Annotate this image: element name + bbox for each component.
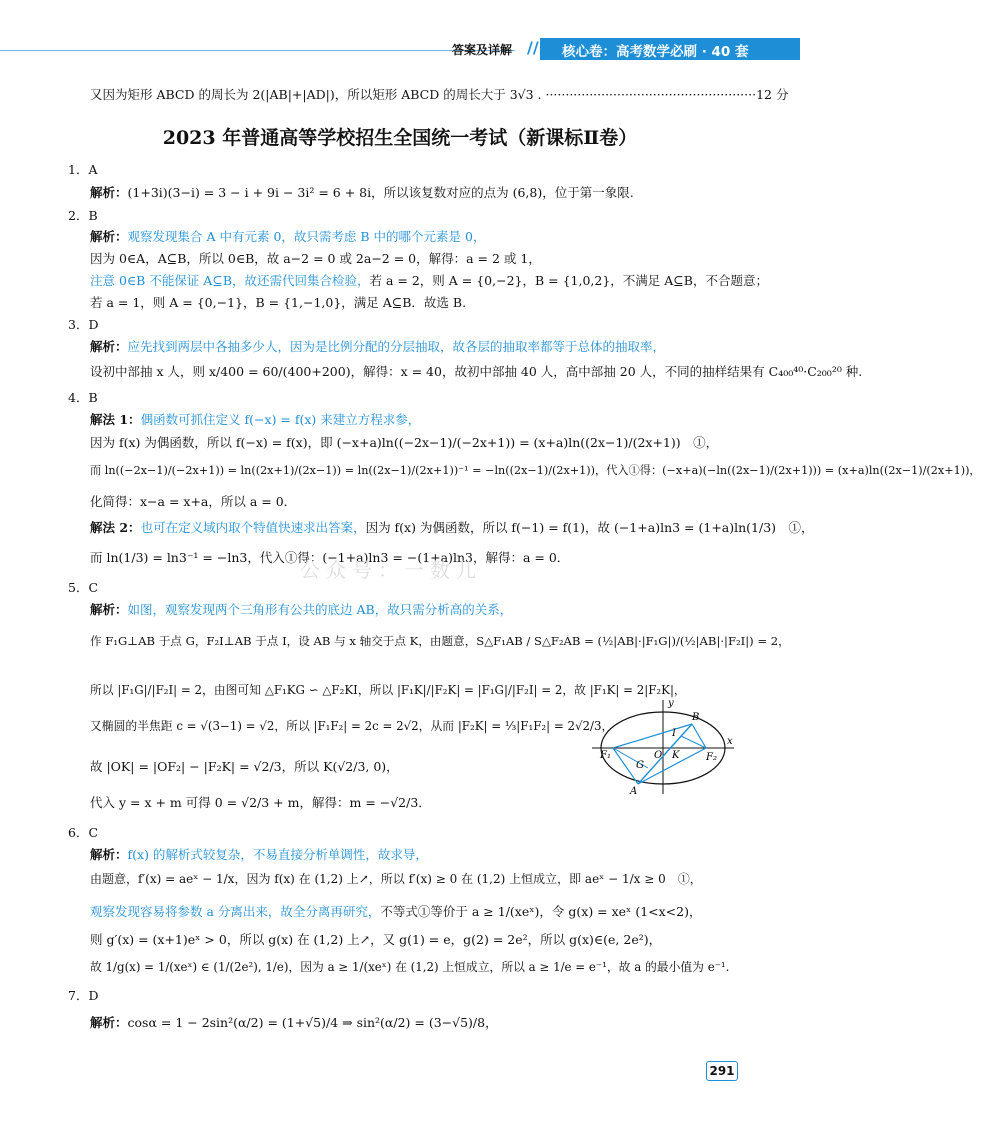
q6-note: 观察发现容易将参数 a 分离出来，故全分离再研究， — [90, 904, 381, 919]
q4-line3: 而 ln((−2x−1)/(−2x+1)) = ln((2x+1)/(2x−1)) = ln((2x−1)/(2x+1))⁻¹ = −ln((2x−1)/(2x+1))，代入①得：(−x+a)(−ln((2x−1)/(2x+1))) = (x+a)ln((2x−1)/(2x+1))， — [90, 464, 981, 477]
q4-hint2: 也可在定义域内取个特值快速求出答案， — [140, 520, 366, 535]
q6-line1 — [90, 845, 428, 863]
page-number: 291 — [706, 1061, 738, 1081]
label-o: O — [654, 750, 663, 761]
q2-line4: 若 a = 1，则 A = {0,−1}，B = {1,−1,0}，满足 A⊆B．故选 B. — [90, 295, 467, 310]
q6-line2: 由题意，f′(x) = aeˣ − 1/x，因为 f(x) 在 (1,2) 上↗，所以 f′(x) ≥ 0 在 (1,2) 上恒成立，即 aeˣ − 1/x ≥ 0 ①， — [90, 872, 702, 886]
q5-hint: 如图，观察发现两个三角形有公共的底边 AB，故只需分析高的关系， — [127, 602, 513, 617]
q7-text: cosα = 1 − 2sin²(α/2) = (1+√5)/4 ⇒ sin²(α/2) = (3−√5)/8， — [127, 1015, 498, 1030]
q7-line1 — [90, 1013, 498, 1031]
q7-number: 7．D — [68, 988, 99, 1003]
q2-line2: 因为 0∈A，A⊆B，所以 0∈B，故 a−2 = 0 或 2a−2 = 0，解得：a = 2 或 1， — [90, 251, 541, 266]
q4-number: 4．B — [68, 390, 98, 405]
top-line: 又因为矩形 ABCD 的周长为 2(|AB|+|AD|)，所以矩形 ABCD 的周长大于 3√3 . ·····················································12 分 — [90, 87, 789, 102]
q2-note: 注意 0∈B 不能保证 A⊆B，故还需代回集合检验， — [90, 273, 370, 288]
q3-number: 3．D — [68, 317, 99, 332]
q3-line1 — [90, 337, 665, 355]
q1-number: 1．A — [68, 162, 98, 177]
solution-label: 解析： — [90, 229, 128, 244]
method2-label: 解法 2： — [90, 520, 141, 535]
q5-number: 5．C — [68, 580, 99, 595]
label-y: y — [668, 698, 674, 709]
label-x: x — [727, 736, 733, 747]
q6-line3 — [90, 902, 702, 920]
q3-line2: 设初中部抽 x 人，则 x/400 = 60/(400+200)，解得：x = 40，故初中部抽 40 人，高中部抽 20 人，不同的抽样结果有 C₄₀₀⁴⁰·C₂₀₀²⁰ 种. — [90, 364, 863, 379]
method1-label: 解法 1： — [90, 412, 141, 427]
q6-text3: 不等式①等价于 a ≥ 1/(xeˣ)，令 g(x) = xeˣ (1<x<2)， — [380, 904, 702, 919]
label-f1: F₁ — [600, 750, 611, 761]
q2-line1 — [90, 227, 485, 245]
solution-label: 解析： — [90, 185, 128, 200]
label-k: K — [672, 750, 680, 761]
solution-label: 解析： — [90, 339, 128, 354]
q4-line2: 因为 f(x) 为偶函数，所以 f(−x) = f(x)，即 (−x+a)ln((−2x−1)/(−2x+1)) = (x+a)ln((2x−1)/(2x+1)) ①， — [90, 435, 719, 450]
label-a: A — [630, 786, 638, 797]
q5-line4: 又椭圆的半焦距 c = √(3−1) = √2，所以 |F₁F₂| = 2c = 2√2，从而 |F₂K| = ⅓|F₁F₂| = 2√2/3， — [90, 719, 614, 733]
q4-hint1: 偶函数可抓住定义 f(−x) = f(x) 来建立方程求参， — [140, 412, 421, 427]
q3-hint: 应先找到两层中各抽多少人，因为是比例分配的分层抽取，故各层的抽取率都等于总体的抽取率， — [127, 339, 666, 354]
solution-label: 解析： — [90, 1015, 128, 1030]
q2-text3: 若 a = 2，则 A = {0,−2}，B = {1,0,2}，不满足 A⊆B，不合题意； — [369, 273, 768, 288]
q4-line4: 化简得：x−a = x+a，所以 a = 0． — [90, 494, 297, 509]
exam-title: 2023 年普通高等学校招生全国统一考试（新课标Ⅱ卷） — [162, 127, 638, 149]
q2-line3 — [90, 271, 768, 289]
q5-line5: 故 |OK| = |OF₂| − |F₂K| = √2/3，所以 K(√2/3, 0)， — [90, 759, 399, 774]
q5-line6: 代入 y = x + m 可得 0 = √2/3 + m，解得：m = −√2/3． — [90, 795, 431, 810]
q6-line5: 故 1/g(x) = 1/(xeˣ) ∈ (1/(2e²), 1/e)，因为 a ≥ 1/(xeˣ) 在 (1,2) 上恒成立，所以 a ≥ 1/e = e⁻¹，故 a 的最小值为 e⁻¹. — [90, 960, 730, 974]
label-b: B — [692, 712, 700, 723]
segment-f1a — [613, 748, 638, 784]
header-rule — [0, 50, 515, 51]
q5-line3: 所以 |F₁G|/|F₂I| = 2，由图可知 △F₁KG ∽ △F₂KI，所以 |F₁K|/|F₂K| = |F₁G|/|F₂I| = 2，故 |F₁K| = 2|F₂K|， — [90, 683, 686, 697]
q2-hint: 观察发现集合 A 中有元素 0，故只需考虑 B 中的哪个元素是 0， — [127, 229, 486, 244]
series-title: 核心卷：高考数学必刷 · 40 套 — [562, 44, 749, 60]
segment-f1b — [613, 724, 692, 748]
q2-number: 2．B — [68, 208, 98, 223]
q6-line4: 则 g′(x) = (x+1)eˣ > 0，所以 g(x) 在 (1,2) 上↗，又 g(1) = e，g(2) = 2e²，所以 g(x)∈(e, 2e²)， — [90, 932, 662, 947]
q4-line6: 而 ln(1/3) = ln3⁻¹ = −ln3，代入①得：(−1+a)ln3 = −(1+a)ln3，解得：a = 0． — [90, 550, 570, 565]
watermark: 公众号：一数儿 — [300, 558, 482, 582]
q4-method2 — [90, 518, 814, 536]
q1-line1 — [90, 183, 634, 201]
q5-line2: 作 F₁G⊥AB 于点 G，F₂I⊥AB 于点 I，设 AB 与 x 轴交于点 K，由题意，S△F₁AB / S△F₂AB = (½|AB|·|F₁G|)/(½|AB|·|F₂I|) = 2， — [90, 634, 790, 648]
q1-text: (1+3i)(3−i) = 3 − i + 9i − 3i² = 6 + 8i，所以该复数对应的点为 (6,8)，位于第一象限. — [127, 185, 634, 200]
ellipse-figure — [588, 696, 738, 796]
label-f2: F₂ — [706, 752, 717, 763]
q6-number: 6．C — [68, 825, 99, 840]
q6-hint: f(x) 的解析式较复杂，不易直接分析单调性，故求导， — [127, 847, 428, 862]
q4-text2: 因为 f(x) 为偶函数，所以 f(−1) = f(1)，故 (−1+a)ln3 = (1+a)ln(1/3) ①， — [365, 520, 814, 535]
solution-label: 解析： — [90, 847, 128, 862]
solution-label: 解析： — [90, 602, 128, 617]
header-stripes-icon: // — [527, 38, 539, 57]
q5-line1 — [90, 600, 512, 618]
label-g: G — [636, 760, 644, 771]
q4-method1 — [90, 410, 420, 428]
label-i: I — [672, 728, 676, 739]
line-ab — [638, 724, 692, 784]
answers-label: 答案及详解 — [452, 43, 513, 57]
